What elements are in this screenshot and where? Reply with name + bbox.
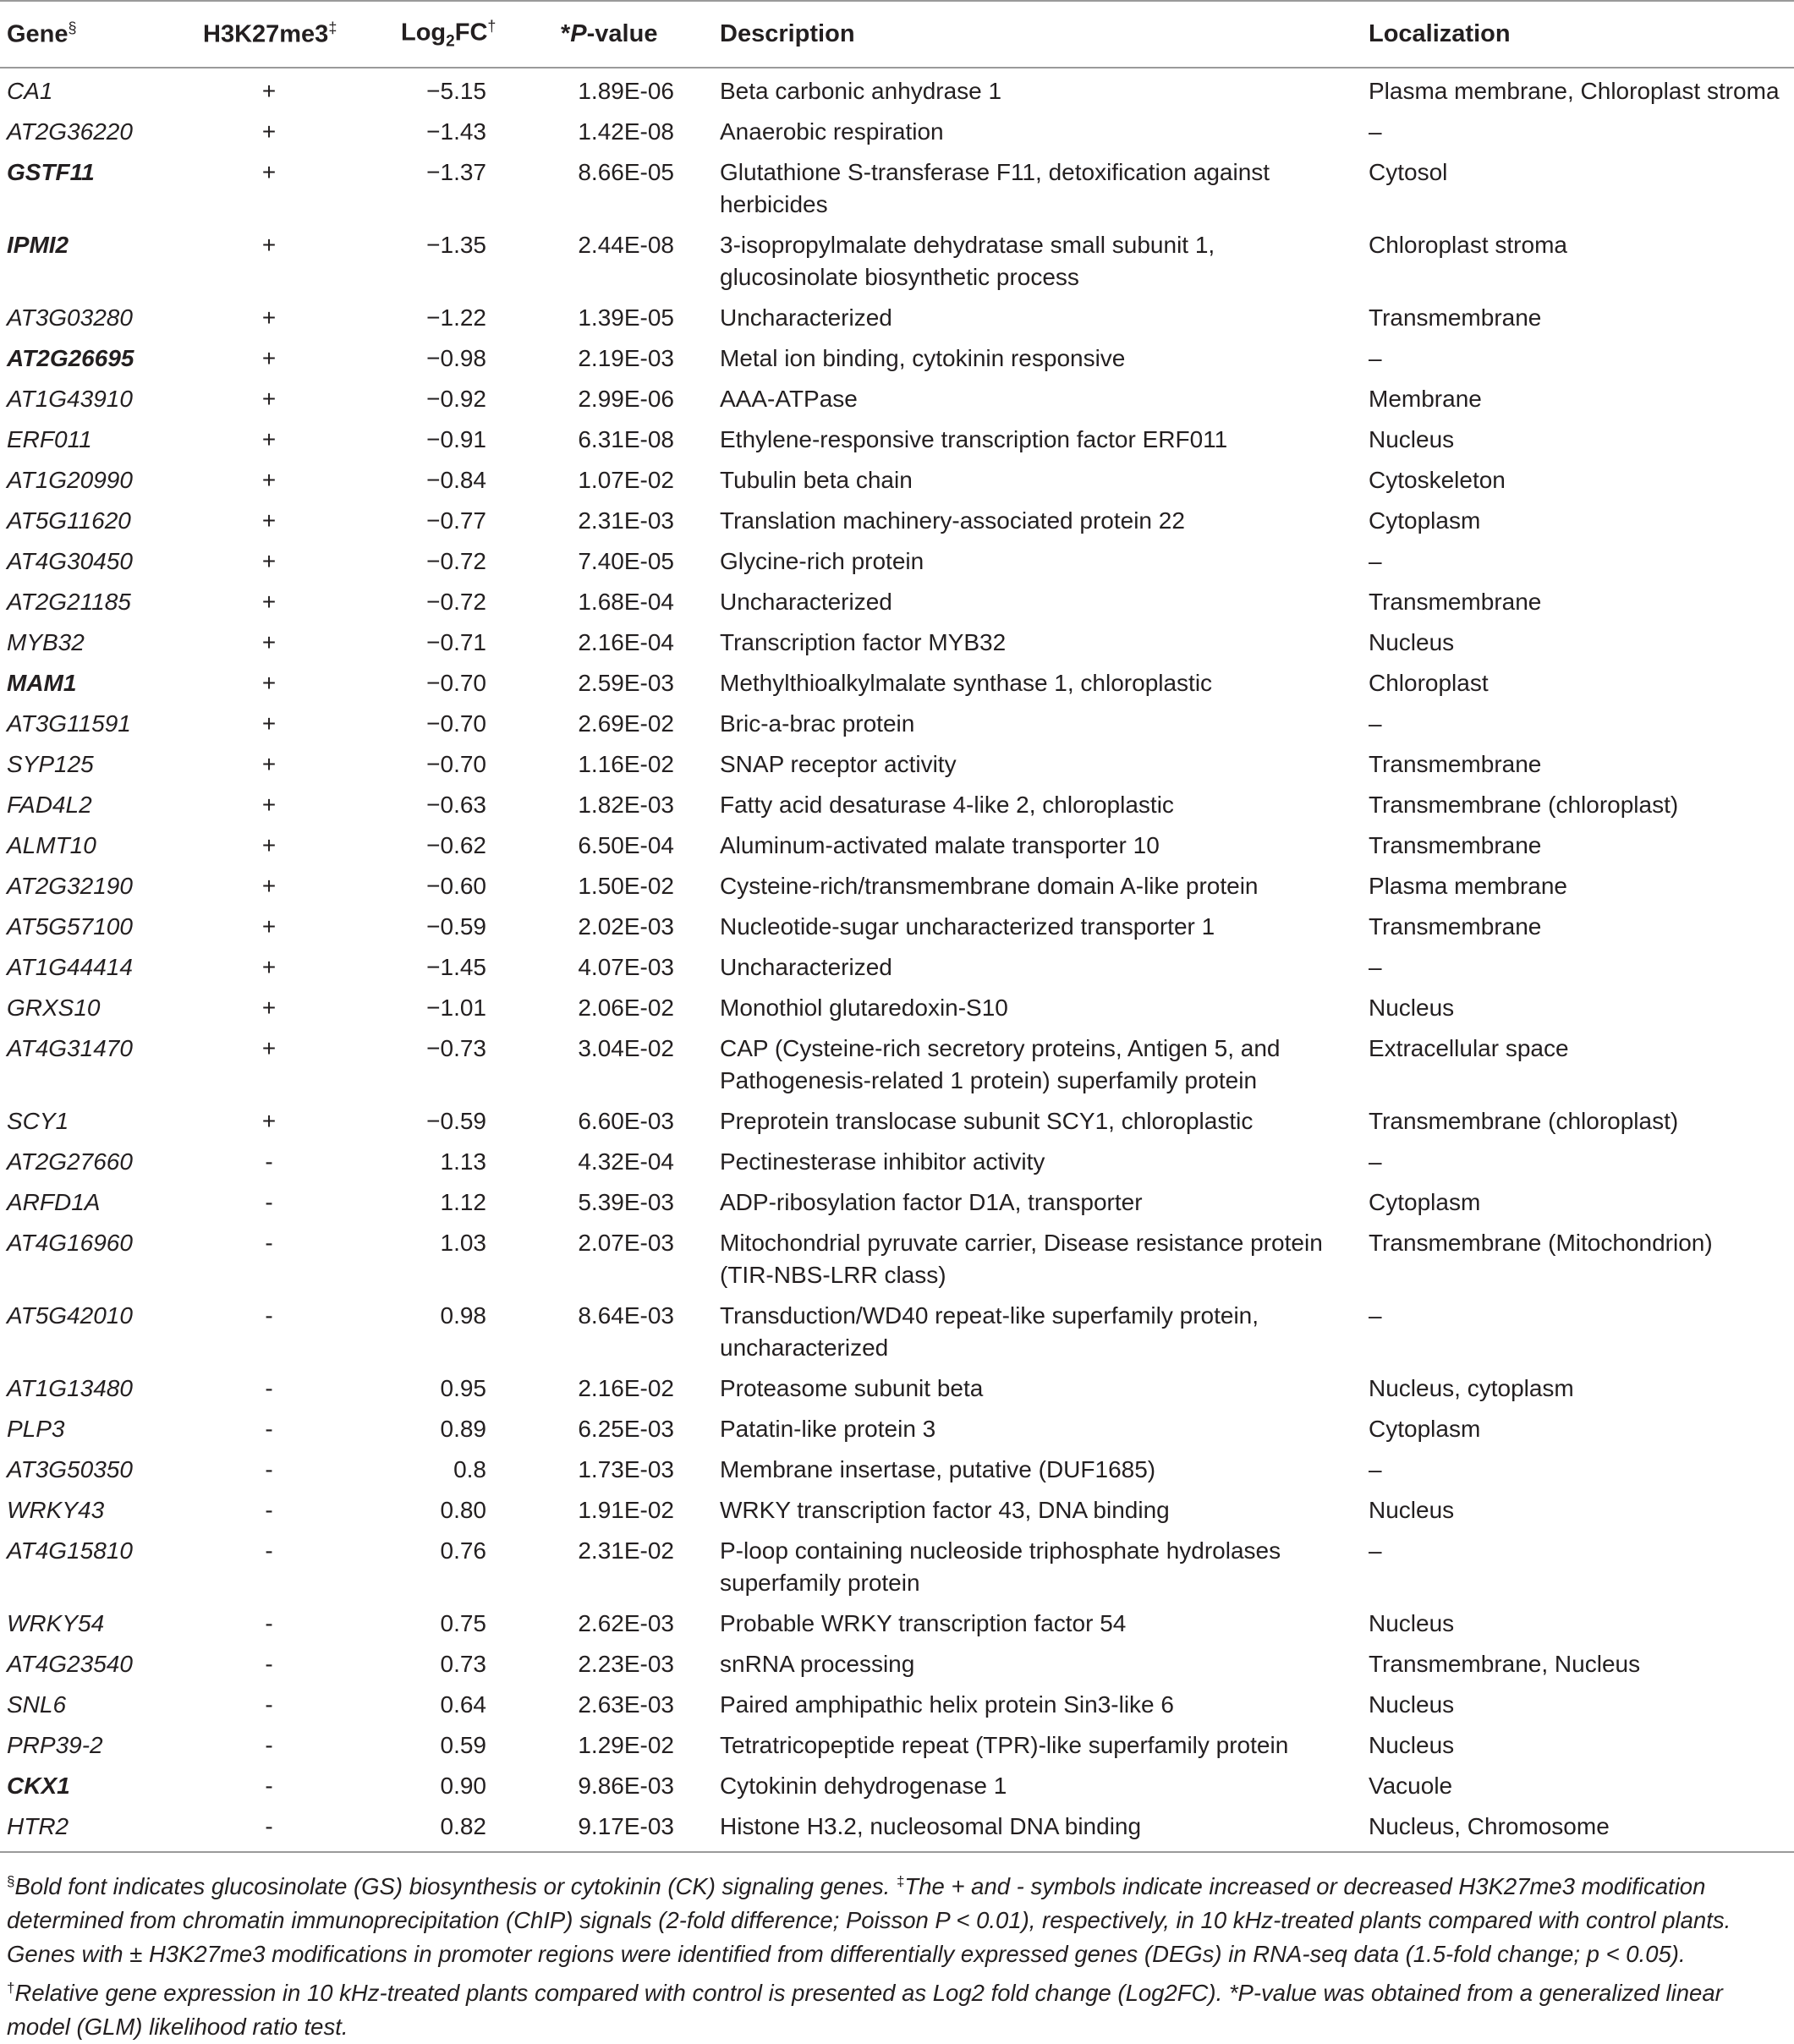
h3k27me3-cell: -	[265, 1375, 273, 1401]
header-gene: Gene§	[0, 1, 184, 68]
log2fc-cell: 0.64	[440, 1691, 486, 1718]
description-cell: Tubulin beta chain	[720, 467, 913, 493]
footnote-text: §Bold font indicates glucosinolate (GS) biosynthesis or cytokinin (CK) signaling genes. ‡The + and - symbols indicate increased or decreased H3K27me3 modification determined from chromatin immunoprecipitation (ChIP) signals (2-fold difference; Poisson P < 0.01), respectively, in 10 kHz-treated plants compared with control plants. Genes with ± H3K27me3 modifications in promoter regions were identified from differentially expressed genes (DEGs) in RNA-seq data (1.5-fold change; p < 0.05).	[7, 1873, 1731, 1968]
gene-cell: AT2G27660	[7, 1148, 133, 1175]
log2fc-cell: −0.59	[426, 913, 486, 940]
localization-cell: –	[1369, 1302, 1382, 1329]
gene-cell: SNL6	[7, 1691, 67, 1718]
description-cell: Glutathione S-transferase F11, detoxification against herbicides	[720, 159, 1270, 217]
log2fc-cell: −0.70	[426, 751, 486, 777]
h3k27me3-cell: -	[265, 1813, 273, 1839]
h3k27me3-cell: +	[261, 118, 277, 145]
h3k27me3-cell: -	[265, 1416, 273, 1442]
pvalue-cell: 2.23E-03	[578, 1651, 674, 1677]
description-cell: Cysteine-rich/transmembrane domain A-like protein	[720, 873, 1259, 899]
h3k27me3-cell: +	[261, 629, 277, 655]
localization-cell: –	[1369, 1537, 1382, 1564]
localization-cell: Cytosol	[1369, 159, 1448, 185]
gene-cell: AT4G23540	[7, 1651, 133, 1677]
h3k27me3-cell: +	[261, 710, 277, 737]
log2fc-cell: −0.70	[426, 710, 486, 737]
pvalue-cell: 8.66E-05	[578, 159, 674, 185]
gene-cell: AT3G03280	[7, 304, 133, 331]
table-row	[0, 458, 1794, 498]
table-row	[0, 985, 1794, 1026]
table-row	[0, 1488, 1794, 1528]
pvalue-cell: 1.39E-05	[578, 304, 674, 331]
localization-cell: Transmembrane	[1369, 751, 1542, 777]
h3k27me3-cell: +	[261, 386, 277, 412]
h3k27me3-cell: +	[261, 751, 277, 777]
localization-cell: Transmembrane	[1369, 913, 1542, 940]
gene-cell: AT2G32190	[7, 873, 133, 899]
gene-cell: ARFD1A	[7, 1189, 101, 1215]
h3k27me3-cell: +	[261, 1108, 277, 1134]
table-body	[0, 68, 1794, 1851]
h3k27me3-cell: +	[261, 78, 277, 104]
pvalue-cell: 1.42E-08	[578, 118, 674, 145]
description-cell: Tetratricopeptide repeat (TPR)-like superfamily protein	[720, 1732, 1289, 1758]
gene-cell: WRKY54	[7, 1610, 105, 1636]
description-cell: Pectinesterase inhibitor activity	[720, 1148, 1045, 1175]
log2fc-cell: 0.8	[453, 1456, 486, 1482]
log2fc-cell: −0.71	[426, 629, 486, 655]
pvalue-cell: 2.44E-08	[578, 232, 674, 258]
footnote-text: †Relative gene expression in 10 kHz-treated plants compared with control is presented as Log2 fold change (Log2FC). *P-value was obtained from a generalized linear model (GLM) likelihood ratio test.	[7, 1980, 1723, 2041]
pvalue-cell: 1.73E-03	[578, 1456, 674, 1482]
header-h3k27me3: H3K27me3‡	[184, 1, 354, 68]
gene-cell: WRKY43	[7, 1497, 105, 1523]
gene-cell: AT1G13480	[7, 1375, 133, 1401]
description-cell: Fatty acid desaturase 4-like 2, chloroplastic	[720, 792, 1174, 818]
log2fc-cell: −0.72	[426, 548, 486, 574]
table-row	[0, 945, 1794, 985]
log2fc-cell: 0.95	[440, 1375, 486, 1401]
h3k27me3-cell: -	[265, 1148, 273, 1175]
table-header	[0, 1, 1794, 68]
localization-cell: –	[1369, 1456, 1382, 1482]
gene-cell: AT2G21185	[7, 589, 131, 615]
pvalue-cell: 3.04E-02	[578, 1035, 674, 1061]
gene-cell: CKX1	[7, 1773, 70, 1799]
table-row	[0, 1447, 1794, 1488]
localization-cell: Transmembrane	[1369, 304, 1542, 331]
description-cell: WRKY transcription factor 43, DNA binding	[720, 1497, 1170, 1523]
description-cell: snRNA processing	[720, 1651, 915, 1677]
log2fc-cell: −0.62	[426, 832, 486, 858]
table-row	[0, 376, 1794, 417]
pvalue-cell: 2.02E-03	[578, 913, 674, 940]
log2fc-cell: −0.91	[426, 426, 486, 452]
pvalue-cell: 9.86E-03	[578, 1773, 674, 1799]
localization-cell: Nucleus	[1369, 1610, 1455, 1636]
gene-cell: ALMT10	[7, 832, 96, 858]
pvalue-cell: 2.19E-03	[578, 345, 674, 371]
gene-cell: MYB32	[7, 629, 85, 655]
pvalue-cell: 2.69E-02	[578, 710, 674, 737]
h3k27me3-cell: -	[265, 1302, 273, 1329]
table-row	[0, 1804, 1794, 1851]
table-row	[0, 1220, 1794, 1293]
table-row	[0, 539, 1794, 579]
header-localization: Localization	[1362, 1, 1794, 68]
localization-cell: Cytoskeleton	[1369, 467, 1506, 493]
h3k27me3-cell: +	[261, 159, 277, 185]
header-pvalue: *P-value	[502, 1, 713, 68]
h3k27me3-cell: +	[261, 426, 277, 452]
description-cell: Probable WRKY transcription factor 54	[720, 1610, 1127, 1636]
gene-cell: AT5G42010	[7, 1302, 133, 1329]
localization-cell: –	[1369, 548, 1382, 574]
gene-cell: AT3G11591	[7, 710, 131, 737]
log2fc-cell: 0.89	[440, 1416, 486, 1442]
h3k27me3-cell: +	[261, 873, 277, 899]
localization-cell: –	[1369, 1148, 1382, 1175]
h3k27me3-cell: +	[261, 467, 277, 493]
gene-cell: MAM1	[7, 670, 77, 696]
table-row	[0, 1026, 1794, 1099]
pvalue-cell: 2.16E-02	[578, 1375, 674, 1401]
gene-cell: SCY1	[7, 1108, 69, 1134]
localization-cell: –	[1369, 710, 1382, 737]
table-footnotes	[0, 1851, 1794, 2044]
log2fc-cell: 0.73	[440, 1651, 486, 1677]
log2fc-cell: −0.92	[426, 386, 486, 412]
localization-cell: Nucleus	[1369, 1691, 1455, 1718]
h3k27me3-cell: +	[261, 954, 277, 980]
log2fc-cell: −0.70	[426, 670, 486, 696]
description-cell: CAP (Cysteine-rich secretory proteins, Antigen 5, and Pathogenesis-related 1 protein) superfamily protein	[720, 1035, 1281, 1093]
gene-cell: AT4G30450	[7, 548, 133, 574]
table-row	[0, 1601, 1794, 1641]
pvalue-cell: 4.32E-04	[578, 1148, 674, 1175]
localization-cell: Nucleus	[1369, 1497, 1455, 1523]
gene-cell: GSTF11	[7, 159, 95, 185]
log2fc-cell: −0.73	[426, 1035, 486, 1061]
log2fc-cell: 1.03	[440, 1230, 486, 1256]
localization-cell: Nucleus, cytoplasm	[1369, 1375, 1574, 1401]
localization-cell: Transmembrane	[1369, 589, 1542, 615]
gene-cell: SYP125	[7, 751, 94, 777]
description-cell: Membrane insertase, putative (DUF1685)	[720, 1456, 1156, 1482]
description-cell: Mitochondrial pyruvate carrier, Disease resistance protein (TIR-NBS-LRR class)	[720, 1230, 1323, 1288]
pvalue-cell: 2.31E-02	[578, 1537, 674, 1564]
table-row	[0, 1528, 1794, 1601]
table-row	[0, 579, 1794, 620]
gene-cell: AT5G11620	[7, 507, 131, 534]
pvalue-cell: 1.16E-02	[578, 751, 674, 777]
pvalue-cell: 7.40E-05	[578, 548, 674, 574]
pvalue-cell: 6.50E-04	[578, 832, 674, 858]
h3k27me3-cell: -	[265, 1189, 273, 1215]
table-row	[0, 1366, 1794, 1406]
table-row	[0, 660, 1794, 701]
table-row	[0, 1139, 1794, 1180]
table-row	[0, 701, 1794, 742]
pvalue-cell: 1.07E-02	[578, 467, 674, 493]
gene-cell: HTR2	[7, 1813, 69, 1839]
description-cell: Beta carbonic anhydrase 1	[720, 78, 1002, 104]
description-cell: AAA-ATPase	[720, 386, 858, 412]
localization-cell: Transmembrane (Mitochondrion)	[1369, 1230, 1713, 1256]
pvalue-cell: 2.62E-03	[578, 1610, 674, 1636]
h3k27me3-cell: +	[261, 995, 277, 1021]
description-cell: Transduction/WD40 repeat-like superfamily protein, uncharacterized	[720, 1302, 1259, 1361]
pvalue-cell: 1.29E-02	[578, 1732, 674, 1758]
h3k27me3-cell: -	[265, 1651, 273, 1677]
log2fc-cell: −0.72	[426, 589, 486, 615]
h3k27me3-cell: -	[265, 1610, 273, 1636]
localization-cell: Chloroplast stroma	[1369, 232, 1567, 258]
localization-cell: Chloroplast	[1369, 670, 1489, 696]
pvalue-cell: 2.99E-06	[578, 386, 674, 412]
localization-cell: Plasma membrane	[1369, 873, 1567, 899]
localization-cell: Plasma membrane, Chloroplast stroma	[1369, 78, 1780, 104]
h3k27me3-cell: -	[265, 1537, 273, 1564]
table-row	[0, 109, 1794, 150]
pvalue-cell: 6.31E-08	[578, 426, 674, 452]
description-cell: Cytokinin dehydrogenase 1	[720, 1773, 1007, 1799]
table-row	[0, 1293, 1794, 1366]
h3k27me3-cell: +	[261, 670, 277, 696]
gene-cell: AT4G16960	[7, 1230, 133, 1256]
h3k27me3-cell: +	[261, 589, 277, 615]
description-cell: ADP-ribosylation factor D1A, transporter	[720, 1189, 1143, 1215]
localization-cell: Transmembrane	[1369, 832, 1542, 858]
description-cell: Uncharacterized	[720, 589, 892, 615]
description-cell: Proteasome subunit beta	[720, 1375, 984, 1401]
log2fc-cell: −5.15	[426, 78, 486, 104]
localization-cell: Vacuole	[1369, 1773, 1453, 1799]
header-log2fc: Log$_2$FC†	[354, 1, 502, 68]
pvalue-cell: 2.59E-03	[578, 670, 674, 696]
gene-cell: AT4G15810	[7, 1537, 133, 1564]
localization-cell: –	[1369, 118, 1382, 145]
table-row	[0, 150, 1794, 222]
gene-cell: CA1	[7, 78, 53, 104]
gene-cell: AT1G44414	[7, 954, 133, 980]
table-row	[0, 742, 1794, 782]
h3k27me3-cell: +	[261, 304, 277, 331]
table-row	[0, 222, 1794, 295]
localization-cell: Nucleus	[1369, 426, 1455, 452]
pvalue-cell: 2.31E-03	[578, 507, 674, 534]
log2fc-cell: 0.80	[440, 1497, 486, 1523]
pvalue-cell: 8.64E-03	[578, 1302, 674, 1329]
description-cell: Glycine-rich protein	[720, 548, 924, 574]
description-cell: Uncharacterized	[720, 954, 892, 980]
h3k27me3-cell: -	[265, 1497, 273, 1523]
description-cell: Histone H3.2, nucleosomal DNA binding	[720, 1813, 1142, 1839]
log2fc-cell: −0.59	[426, 1108, 486, 1134]
gene-cell: GRXS10	[7, 995, 101, 1021]
log2fc-cell: 0.98	[440, 1302, 486, 1329]
gene-cell: ERF011	[7, 426, 92, 452]
h3k27me3-cell: +	[261, 1035, 277, 1061]
localization-cell: –	[1369, 954, 1382, 980]
localization-cell: Nucleus	[1369, 995, 1455, 1021]
h3k27me3-cell: +	[261, 792, 277, 818]
log2fc-cell: 0.76	[440, 1537, 486, 1564]
log2fc-cell: 0.82	[440, 1813, 486, 1839]
gene-cell: FAD4L2	[7, 792, 92, 818]
table-row	[0, 782, 1794, 823]
pvalue-cell: 6.60E-03	[578, 1108, 674, 1134]
gene-cell: IPMI2	[7, 232, 69, 258]
description-cell: 3-isopropylmalate dehydratase small subunit 1, glucosinolate biosynthetic process	[720, 232, 1215, 290]
h3k27me3-cell: +	[261, 345, 277, 371]
localization-cell: Membrane	[1369, 386, 1482, 412]
table-row	[0, 1682, 1794, 1723]
h3k27me3-cell: -	[265, 1691, 273, 1718]
pvalue-cell: 1.50E-02	[578, 873, 674, 899]
log2fc-cell: 1.12	[440, 1189, 486, 1215]
gene-cell: AT5G57100	[7, 913, 133, 940]
pvalue-cell: 2.06E-02	[578, 995, 674, 1021]
description-cell: Bric-a-brac protein	[720, 710, 915, 737]
localization-cell: Transmembrane, Nucleus	[1369, 1651, 1641, 1677]
pvalue-cell: 6.25E-03	[578, 1416, 674, 1442]
gene-cell: AT1G43910	[7, 386, 133, 412]
gene-cell: AT2G26695	[7, 345, 134, 371]
description-cell: Nucleotide-sugar uncharacterized transporter 1	[720, 913, 1215, 940]
table-row	[0, 295, 1794, 336]
table-row	[0, 68, 1794, 109]
description-cell: Patatin-like protein 3	[720, 1416, 936, 1442]
gene-cell: AT3G50350	[7, 1456, 133, 1482]
localization-cell: Nucleus	[1369, 1732, 1455, 1758]
log2fc-cell: 0.59	[440, 1732, 486, 1758]
table-row	[0, 1099, 1794, 1139]
pvalue-cell: 2.63E-03	[578, 1691, 674, 1718]
gene-cell: PRP39-2	[7, 1732, 103, 1758]
log2fc-cell: −0.63	[426, 792, 486, 818]
log2fc-cell: −0.98	[426, 345, 486, 371]
log2fc-cell: 0.75	[440, 1610, 486, 1636]
log2fc-cell: 1.13	[440, 1148, 486, 1175]
log2fc-cell: −1.35	[426, 232, 486, 258]
localization-cell: –	[1369, 345, 1382, 371]
table-row	[0, 1180, 1794, 1220]
description-cell: Aluminum-activated malate transporter 10	[720, 832, 1160, 858]
pvalue-cell: 5.39E-03	[578, 1189, 674, 1215]
header-description: Description	[713, 1, 1362, 68]
localization-cell: Nucleus, Chromosome	[1369, 1813, 1610, 1839]
table-row	[0, 1641, 1794, 1682]
gene-cell: AT2G36220	[7, 118, 133, 145]
log2fc-cell: −1.45	[426, 954, 486, 980]
description-cell: Uncharacterized	[720, 304, 892, 331]
localization-cell: Cytoplasm	[1369, 1416, 1481, 1442]
description-cell: Transcription factor MYB32	[720, 629, 1007, 655]
localization-cell: Cytoplasm	[1369, 1189, 1481, 1215]
pvalue-cell: 1.82E-03	[578, 792, 674, 818]
localization-cell: Extracellular space	[1369, 1035, 1569, 1061]
pvalue-cell: 4.07E-03	[578, 954, 674, 980]
table-row	[0, 823, 1794, 863]
table-row	[0, 1723, 1794, 1763]
description-cell: Anaerobic respiration	[720, 118, 944, 145]
log2fc-cell: −1.01	[426, 995, 486, 1021]
log2fc-cell: −1.43	[426, 118, 486, 145]
table-row	[0, 1406, 1794, 1447]
description-cell: Methylthioalkylmalate synthase 1, chloroplastic	[720, 670, 1213, 696]
description-cell: Preprotein translocase subunit SCY1, chloroplastic	[720, 1108, 1254, 1134]
h3k27me3-cell: -	[265, 1230, 273, 1256]
description-cell: Translation machinery-associated protein 22	[720, 507, 1185, 534]
table-row	[0, 417, 1794, 458]
log2fc-cell: −1.22	[426, 304, 486, 331]
h3k27me3-cell: +	[261, 548, 277, 574]
table-row	[0, 904, 1794, 945]
h3k27me3-cell: -	[265, 1456, 273, 1482]
pvalue-cell: 1.89E-06	[578, 78, 674, 104]
gene-cell: PLP3	[7, 1416, 65, 1442]
table-row	[0, 336, 1794, 376]
pvalue-cell: 1.91E-02	[578, 1497, 674, 1523]
pvalue-cell: 9.17E-03	[578, 1813, 674, 1839]
gene-cell: AT1G20990	[7, 467, 133, 493]
description-cell: Metal ion binding, cytokinin responsive	[720, 345, 1126, 371]
pvalue-cell: 2.16E-04	[578, 629, 674, 655]
table-row	[0, 1763, 1794, 1804]
pvalue-cell: 1.68E-04	[578, 589, 674, 615]
localization-cell: Transmembrane (chloroplast)	[1369, 792, 1679, 818]
log2fc-cell: −0.84	[426, 467, 486, 493]
h3k27me3-cell: +	[261, 507, 277, 534]
localization-cell: Cytoplasm	[1369, 507, 1481, 534]
h3k27me3-cell: +	[261, 832, 277, 858]
description-cell: SNAP receptor activity	[720, 751, 957, 777]
localization-cell: Nucleus	[1369, 629, 1455, 655]
log2fc-cell: 0.90	[440, 1773, 486, 1799]
h3k27me3-cell: -	[265, 1732, 273, 1758]
description-cell: Monothiol glutaredoxin-S10	[720, 995, 1008, 1021]
log2fc-cell: −1.37	[426, 159, 486, 185]
pvalue-cell: 2.07E-03	[578, 1230, 674, 1256]
localization-cell: Transmembrane (chloroplast)	[1369, 1108, 1679, 1134]
table-row	[0, 863, 1794, 904]
table-row	[0, 620, 1794, 660]
description-cell: P-loop containing nucleoside triphosphate hydrolases superfamily protein	[720, 1537, 1281, 1596]
h3k27me3-cell: -	[265, 1773, 273, 1799]
description-cell: Paired amphipathic helix protein Sin3-like 6	[720, 1691, 1174, 1718]
description-cell: Ethylene-responsive transcription factor ERF011	[720, 426, 1228, 452]
h3k27me3-cell: +	[261, 913, 277, 940]
table-row	[0, 498, 1794, 539]
gene-cell: AT4G31470	[7, 1035, 133, 1061]
log2fc-cell: −0.77	[426, 507, 486, 534]
log2fc-cell: −0.60	[426, 873, 486, 899]
h3k27me3-cell: +	[261, 232, 277, 258]
